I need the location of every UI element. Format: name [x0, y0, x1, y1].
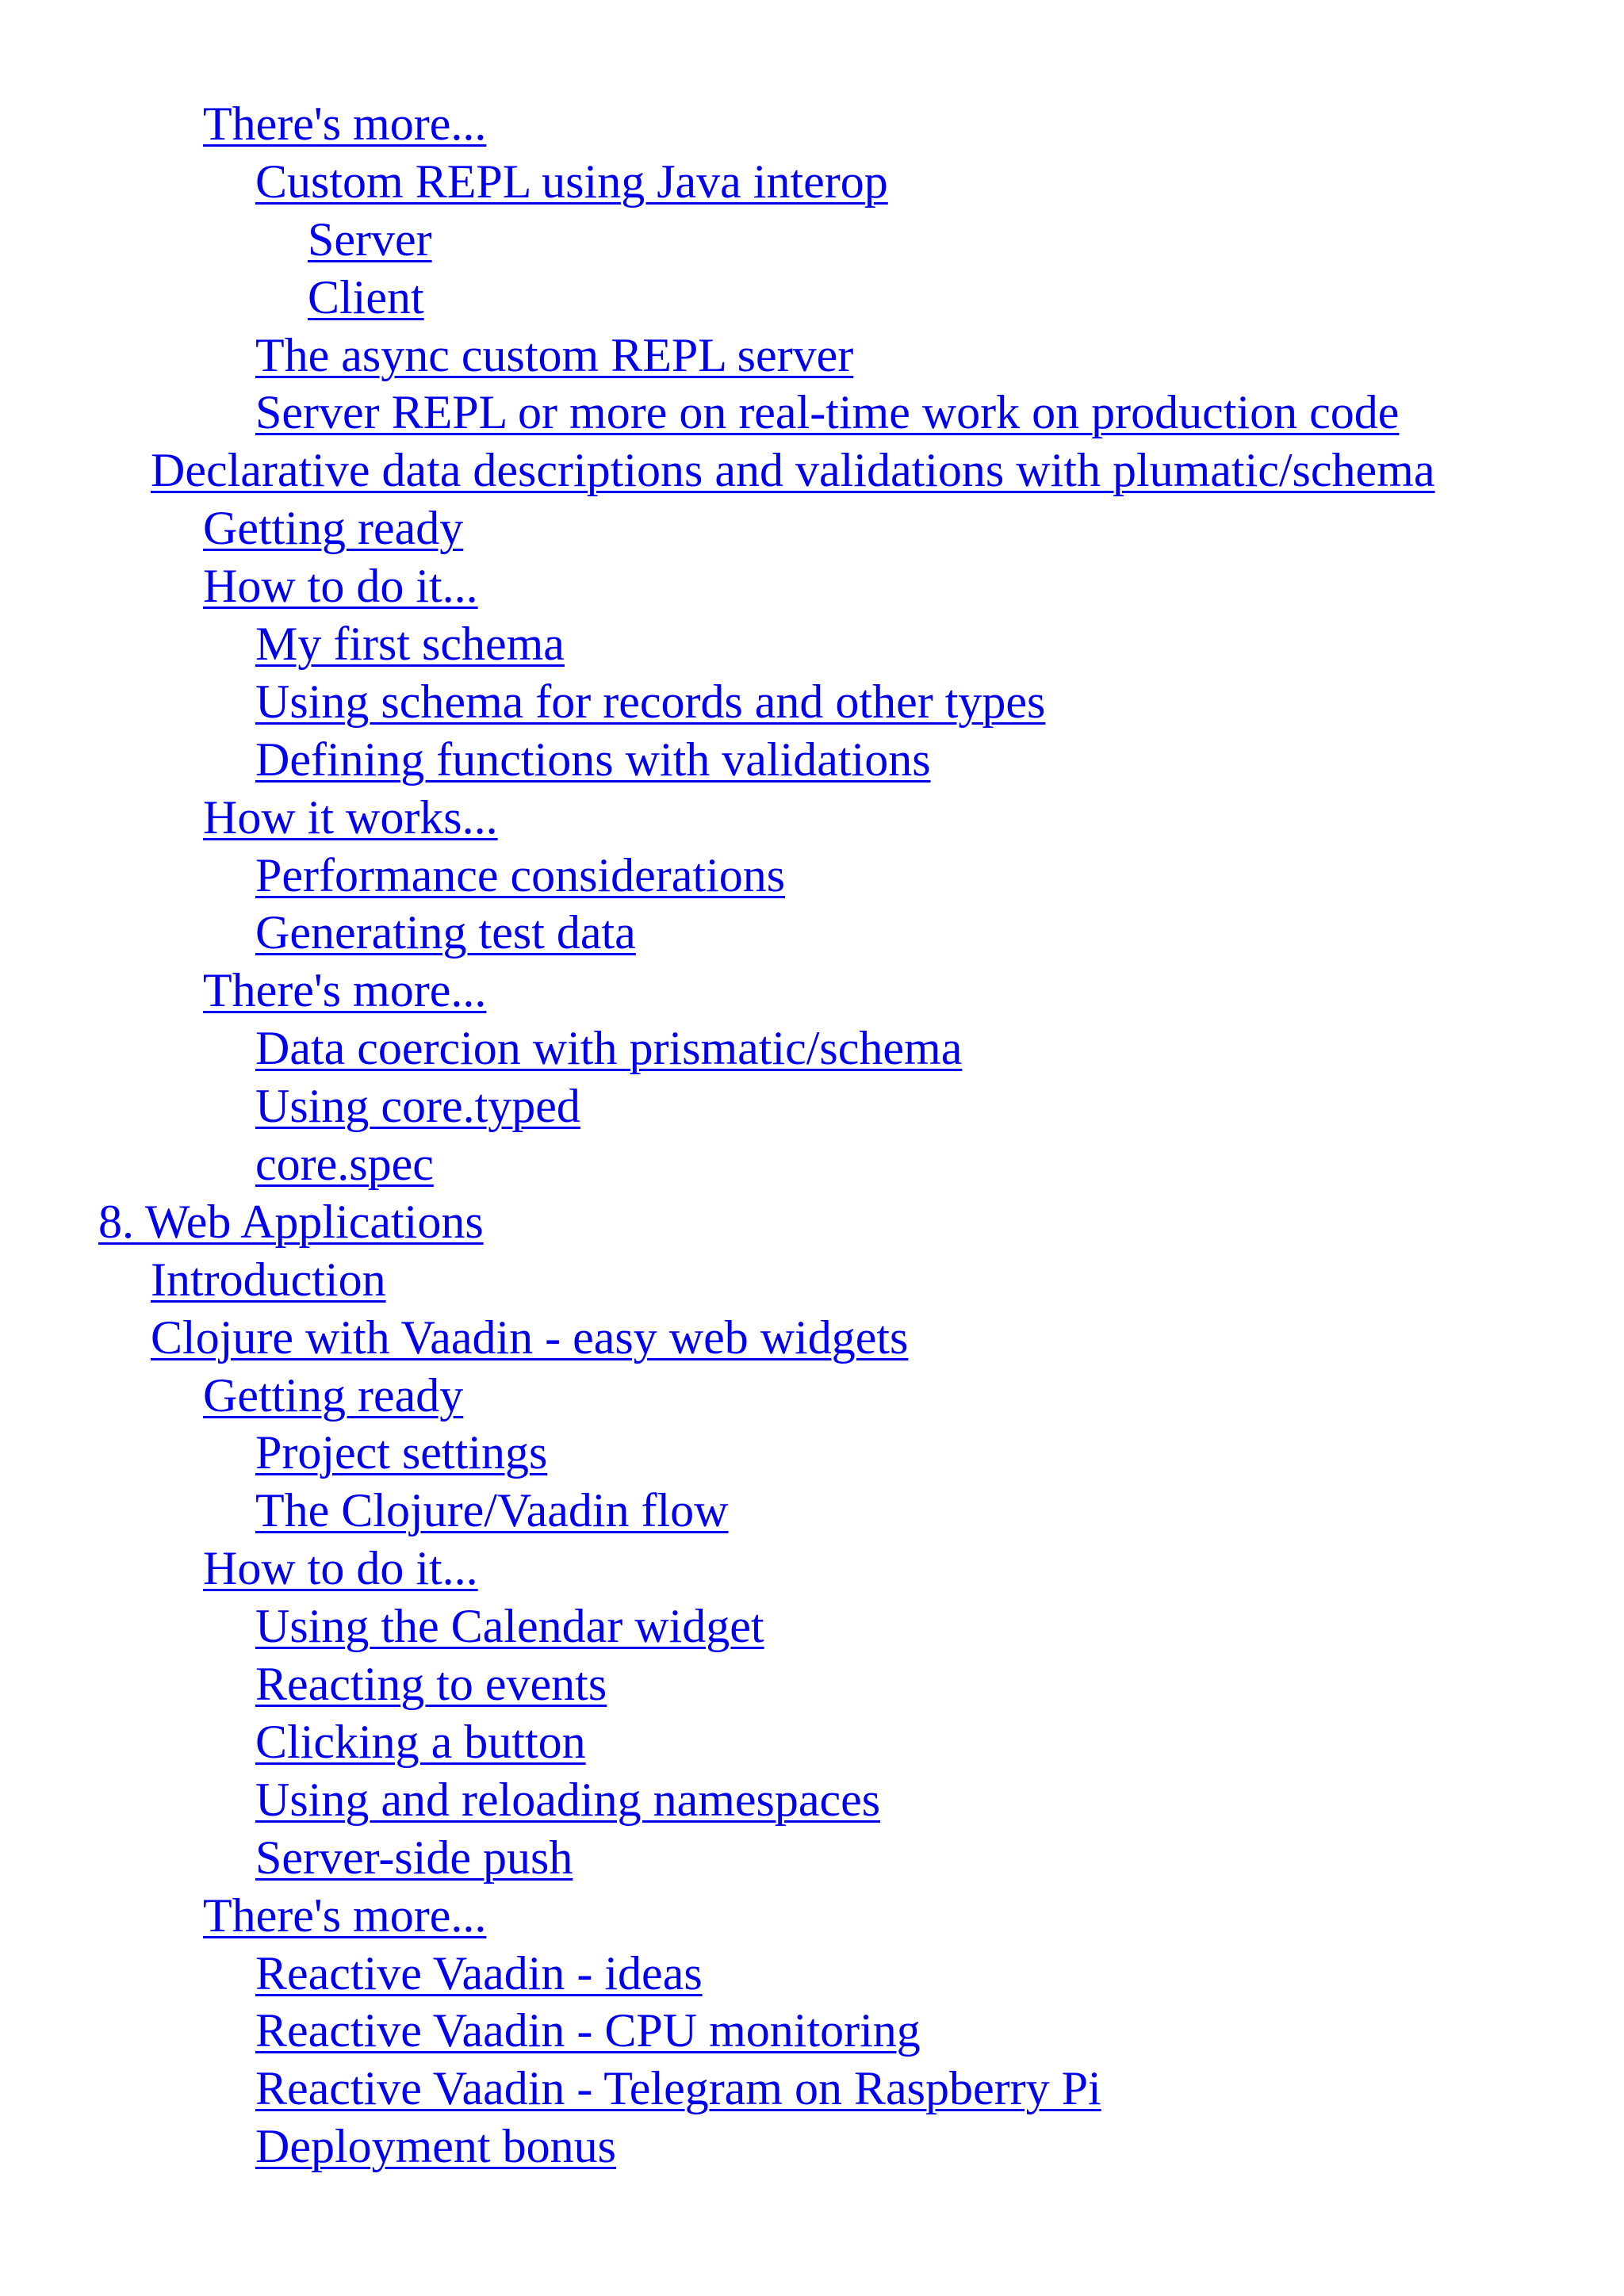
- toc-link-data-coercion[interactable]: Data coercion with prismatic/schema: [255, 1022, 963, 1075]
- toc-link-custom-repl-java-interop[interactable]: Custom REPL using Java interop: [255, 155, 888, 208]
- toc-link-functions-validations[interactable]: Defining functions with validations: [255, 733, 931, 786]
- toc-link-generating-test-data[interactable]: Generating test data: [255, 906, 636, 959]
- toc-link-server-repl-production[interactable]: Server REPL or more on real-time work on production code: [255, 386, 1400, 439]
- toc-link-core-typed[interactable]: Using core.typed: [255, 1080, 580, 1133]
- toc-link-how-to-do-it-schema[interactable]: How to do it...: [203, 560, 478, 613]
- toc-link-reactive-vaadin-ideas[interactable]: Reactive Vaadin - ideas: [255, 1946, 703, 1999]
- toc-link-server[interactable]: Server: [308, 212, 432, 266]
- toc-link-deployment-bonus[interactable]: Deployment bonus: [255, 2120, 616, 2173]
- toc-link-theres-more-schema[interactable]: There's more...: [203, 964, 487, 1017]
- toc-link-project-settings[interactable]: Project settings: [255, 1426, 548, 1479]
- toc-link-getting-ready-schema[interactable]: Getting ready: [203, 502, 464, 555]
- toc-link-theres-more-vaadin[interactable]: There's more...: [203, 1888, 487, 1942]
- toc-link-theres-more-repl[interactable]: There's more...: [203, 98, 487, 150]
- toc-link-chapter-8-web-applications[interactable]: 8. Web Applications: [98, 1195, 484, 1248]
- toc-link-my-first-schema[interactable]: My first schema: [255, 618, 565, 671]
- toc-link-reactive-vaadin-telegram[interactable]: Reactive Vaadin - Telegram on Raspberry Pi: [255, 2062, 1101, 2115]
- toc-link-async-custom-repl-server[interactable]: The async custom REPL server: [255, 328, 854, 381]
- toc-link-reloading-namespaces[interactable]: Using and reloading namespaces: [255, 1773, 881, 1826]
- toc-link-clojure-with-vaadin[interactable]: Clojure with Vaadin - easy web widgets: [151, 1311, 909, 1364]
- toc-link-core-spec[interactable]: core.spec: [255, 1138, 434, 1191]
- toc-link-reactive-vaadin-cpu[interactable]: Reactive Vaadin - CPU monitoring: [255, 2004, 921, 2057]
- toc-link-getting-ready-vaadin[interactable]: Getting ready: [203, 1368, 464, 1422]
- toc-link-client[interactable]: Client: [308, 270, 424, 323]
- toc-link-how-it-works-schema[interactable]: How it works...: [203, 790, 498, 844]
- toc-link-calendar-widget[interactable]: Using the Calendar widget: [255, 1600, 764, 1653]
- toc-link-server-side-push[interactable]: Server-side push: [255, 1831, 573, 1884]
- toc-link-how-to-do-it-vaadin[interactable]: How to do it...: [203, 1542, 478, 1595]
- toc-link-schema-records-types[interactable]: Using schema for records and other types: [255, 675, 1046, 728]
- toc-link-introduction[interactable]: Introduction: [151, 1253, 386, 1306]
- table-of-contents: [0, 95, 1624, 2175]
- toc-link-reacting-to-events[interactable]: Reacting to events: [255, 1658, 607, 1711]
- toc-link-declarative-data-schema[interactable]: Declarative data descriptions and validations with plumatic/schema: [151, 444, 1435, 497]
- toc-link-clicking-a-button[interactable]: Clicking a button: [255, 1715, 586, 1768]
- toc-link-performance-considerations[interactable]: Performance considerations: [255, 848, 786, 901]
- toc-link-clojure-vaadin-flow[interactable]: The Clojure/Vaadin flow: [255, 1484, 729, 1537]
